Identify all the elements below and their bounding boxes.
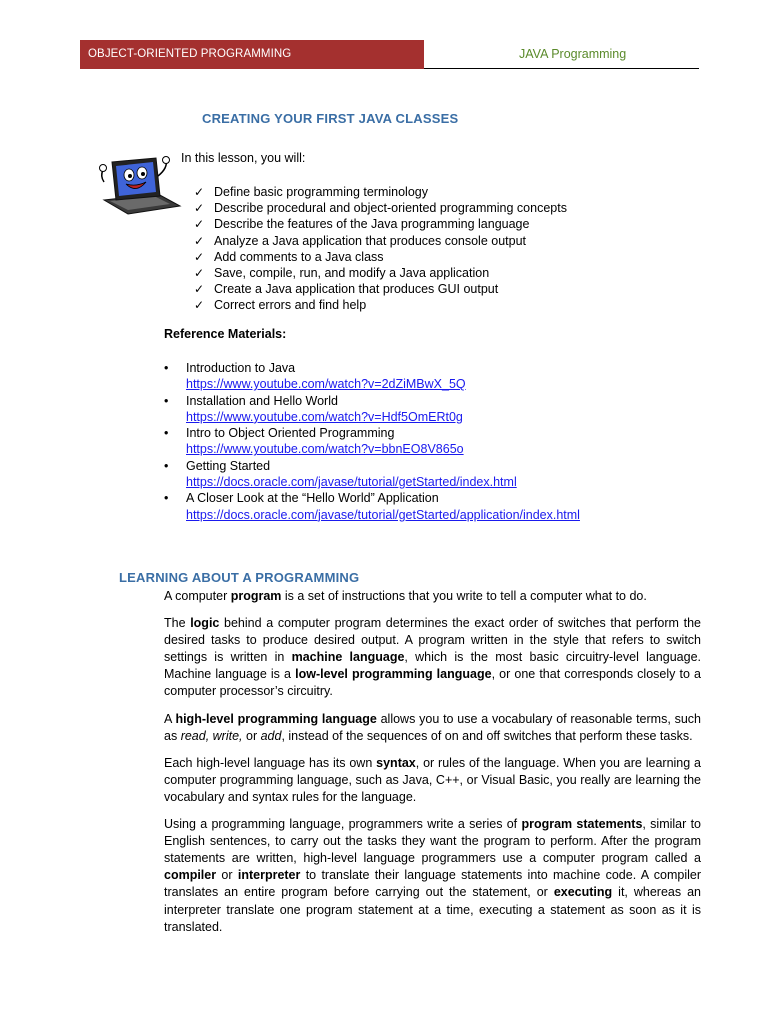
reference-item [164, 490, 580, 523]
objective-item: ✓ Describe the features of the Java programming language [194, 217, 530, 232]
header-course-title: OBJECT-ORIENTED PROGRAMMING [88, 48, 292, 60]
section-body [164, 588, 701, 946]
objective-item: ✓ Describe procedural and object-oriented programming concepts [194, 201, 567, 216]
checkmark-icon: ✓ [194, 282, 205, 297]
objective-item: ✓ Correct errors and find help [194, 298, 367, 313]
header-divider [424, 68, 699, 69]
reference-item [164, 360, 580, 393]
header-bar [80, 40, 424, 69]
checkmark-icon: ✓ [194, 298, 205, 313]
reference-label: Installation and Hello World [186, 393, 338, 408]
checkmark-icon: ✓ [194, 249, 205, 264]
reference-label: Getting Started [186, 458, 271, 473]
checkmark-icon: ✓ [194, 217, 205, 232]
checkmark-icon: ✓ [194, 185, 205, 199]
paragraph-compiler: Using a programming language, programmers write a series of program statements, similar to English sentences, to carry out the tasks they want the program to perform. After the program statements are written, high-level language programmers use a computer program called a compiler or interpreter to translate their language statements into machine code. A compiler translates an entire program before carrying out the statement, or executing it, whereas an interpreter translate one program statement at a time, executing a statement as soon as it is translated. [164, 817, 701, 934]
bullet-icon: • [164, 361, 169, 375]
lesson-intro: In this lesson, you will: [181, 151, 306, 165]
bullet-icon: • [164, 393, 169, 408]
reference-link[interactable]: https://www.youtube.com/watch?v=2dZiMBwX_5Q [186, 377, 466, 392]
bullet-icon: • [164, 426, 169, 441]
reference-link[interactable]: https://www.youtube.com/watch?v=Hdf5OmERt0g [186, 409, 463, 424]
checkmark-icon: ✓ [194, 201, 205, 216]
reference-link[interactable]: https://docs.oracle.com/javase/tutorial/getStarted/index.html [186, 475, 517, 490]
paragraph-syntax: Each high-level language has its own syntax, or rules of the language. When you are learning a computer programming language, such as Java, C++, or Visual Basic, you really are learning the vocabulary and syntax rules for the language. [164, 755, 702, 804]
lesson-title: CREATING YOUR FIRST JAVA CLASSES [202, 111, 459, 126]
objective-item: ✓ Save, compile, run, and modify a Java application [194, 265, 490, 280]
references-list [164, 360, 580, 523]
reference-item [164, 425, 580, 458]
reference-label: Intro to Object Oriented Programming [186, 426, 395, 441]
reference-item [164, 393, 580, 426]
laptop-mascot-icon [98, 156, 182, 216]
reference-item [164, 458, 580, 491]
bullet-icon: • [164, 491, 169, 506]
reference-link[interactable]: https://docs.oracle.com/javase/tutorial/getStarted/application/index.html [186, 507, 580, 522]
paragraph-high-level: A high-level programming language allows you to use a vocabulary of reasonable terms, such as read, write, or add, instead of the sequences of on and off switches that perform these tasks. [164, 711, 701, 743]
objective-item: ✓ Analyze a Java application that produces console output [194, 233, 527, 248]
objective-item: ✓ Define basic programming terminology [194, 185, 428, 199]
checkmark-icon: ✓ [194, 265, 205, 280]
paragraph-program: A computer program is a set of instructions that you write to tell a computer what to do. [164, 589, 647, 603]
reference-label: Introduction to Java [186, 361, 296, 375]
reference-label: A Closer Look at the “Hello World” Application [186, 491, 439, 506]
reference-link[interactable]: https://www.youtube.com/watch?v=bbnEO8V865o [186, 442, 464, 457]
references-heading: Reference Materials: [164, 327, 287, 341]
paragraph-logic: The logic behind a computer program determines the exact order of switches that perform the desired tasks to produce desired output. A program written in the style that refers to switch settings is written in machine language, which is the most basic circuitry-level language. Machine language is a low-level programming language, or one that corresponds closely to a computer processor’s circuitry. [164, 616, 701, 699]
checkmark-icon: ✓ [194, 233, 205, 248]
header-subject: JAVA Programming [519, 47, 627, 61]
objectives-list [194, 184, 567, 314]
objective-item: ✓ Create a Java application that produces GUI output [194, 282, 499, 297]
bullet-icon: • [164, 458, 169, 473]
section-title: LEARNING ABOUT A PROGRAMMING [119, 570, 360, 585]
objective-item: ✓ Add comments to a Java class [194, 249, 384, 264]
